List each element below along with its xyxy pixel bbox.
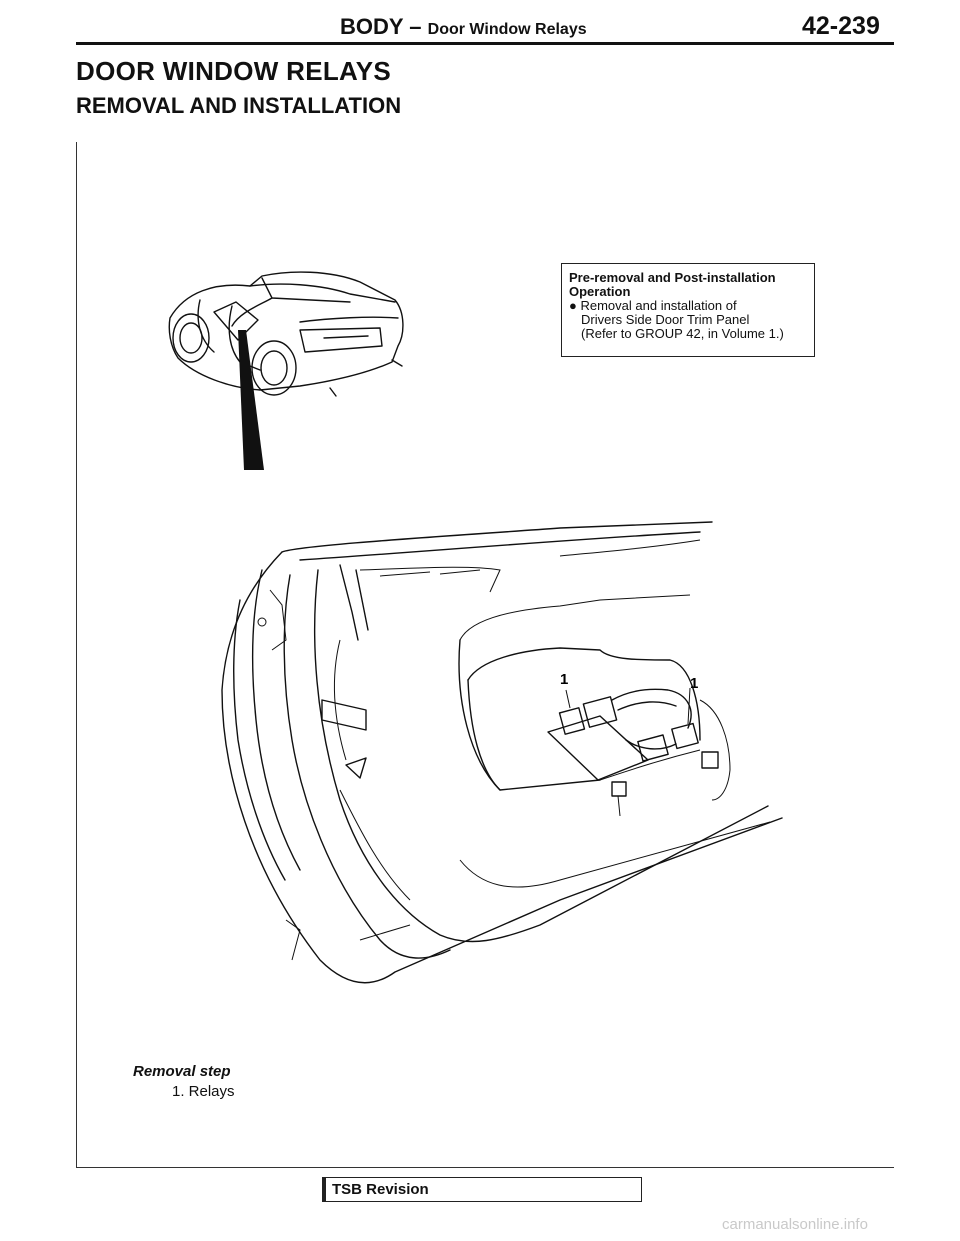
removal-step-heading: Removal step [133,1063,231,1080]
header-separator: – [403,14,428,39]
header-section: BODY [340,14,404,39]
note-item-text1: Removal and installation of [580,298,737,313]
note-heading-line1: Pre-removal and Post-installation [569,270,776,285]
note-heading-line2: Operation [569,284,631,299]
door-inner-panel-drawing [222,522,782,983]
note-bullet: ● [569,298,577,313]
note-item-line2: Drivers Side Door Trim Panel [581,312,750,327]
callout-1-right: 1 [690,675,699,692]
car-rear-view-drawing [169,272,403,396]
note-item-line1 [569,299,806,313]
page-subtitle: REMOVAL AND INSTALLATION [76,93,402,118]
tsb-revision-box: TSB Revision [322,1177,642,1202]
footer-watermark: carmanualsonline.info [722,1216,868,1233]
removal-step-item: 1. Relays [172,1083,235,1100]
note-item-line3: (Refer to GROUP 42, in Volume 1.) [581,326,784,341]
callout-1-left: 1 [560,671,569,688]
pre-removal-note-box [561,263,815,357]
view-pointer-wedge [238,330,264,470]
page-title: DOOR WINDOW RELAYS [76,56,392,86]
header-subsection: Door Window Relays [427,21,587,38]
page-number: 42-239 [802,12,880,40]
